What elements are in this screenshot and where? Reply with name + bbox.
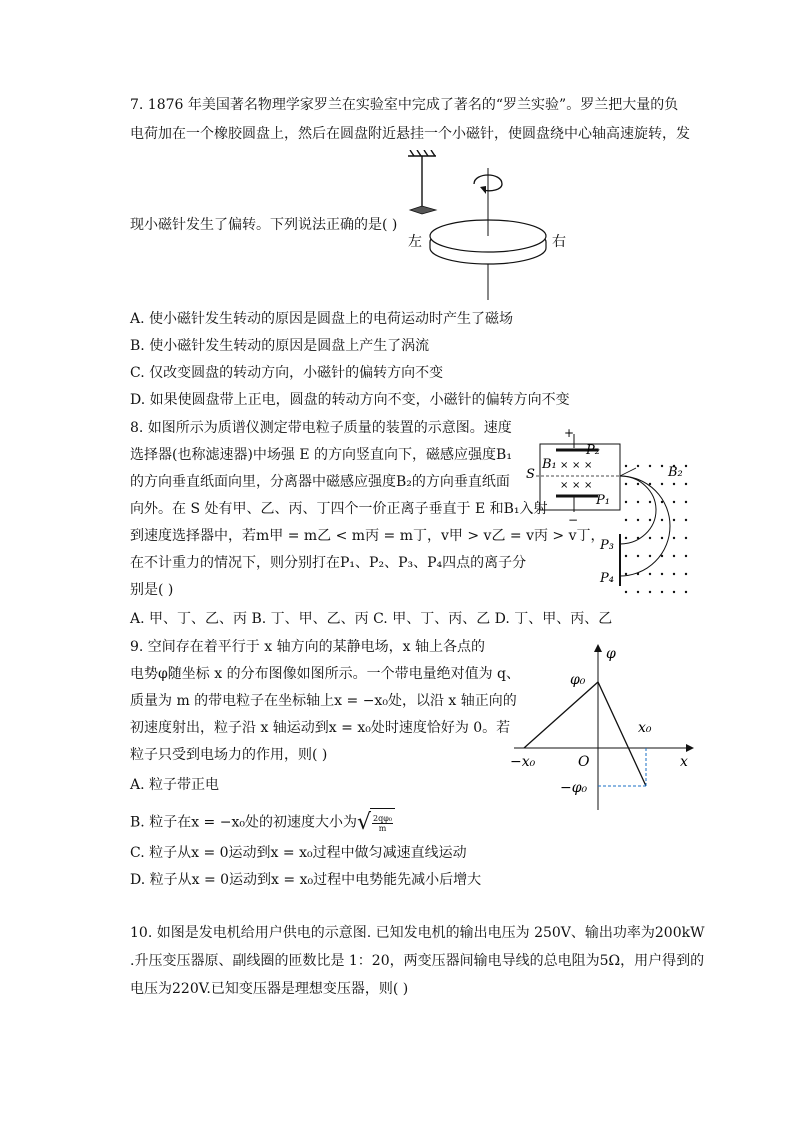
ceiling-support bbox=[408, 150, 436, 208]
q9-option-c: C. 粒子从x = 0运动到x = x₀过程中做匀减速直线运动 bbox=[130, 845, 467, 861]
label-B2: B₂ bbox=[668, 465, 683, 480]
svg-text:×: × bbox=[584, 480, 593, 491]
q9-line-1: 9. 空间存在着平行于 x 轴方向的某静电场，x 轴上各点的 bbox=[130, 639, 485, 655]
fraction-numerator: 2qφ₀ bbox=[372, 813, 393, 823]
label-P1: P₁ bbox=[596, 493, 610, 508]
ion-trajectory-outer bbox=[620, 476, 670, 576]
svg-text:×: × bbox=[560, 460, 569, 471]
q10-line-2: .升压变压器原、副线圈的匝数比是 1：20，两变压器间输电导线的总电阻为5Ω，用户得到的 bbox=[130, 953, 705, 969]
potential-graph bbox=[508, 640, 708, 812]
q7-line-3: 现小磁针发生了偏转。下列说法正确的是( ) bbox=[130, 217, 398, 233]
rowland-disk-figure bbox=[400, 150, 580, 302]
q8-line-7: 别是( ) bbox=[130, 582, 174, 598]
sqrt-radicand bbox=[370, 808, 395, 837]
q9-line-3: 质量为 m 的带电粒子在坐标轴上x = −x₀处，以沿 x 轴正向的 bbox=[130, 693, 517, 709]
fraction-denominator: m bbox=[378, 823, 387, 833]
q8-line-3: 的方向垂直纸面向里，分离器中磁感应强度B₂的方向垂直纸面 bbox=[130, 474, 510, 490]
arrowhead-icon bbox=[480, 186, 486, 194]
magnetic-needle bbox=[410, 206, 436, 214]
q7-line-2: 电荷加在一个橡胶圆盘上，然后在圆盘附近悬挂一个小磁针，使圆盘绕中心轴高速旋转，发 bbox=[130, 126, 690, 142]
y-axis-arrow-icon bbox=[594, 644, 602, 652]
q7-option-a: A. 使小磁针发生转动的原因是圆盘上的电荷运动时产生了磁场 bbox=[130, 311, 514, 327]
sqrt-icon: √ bbox=[356, 809, 371, 835]
label-phi: φ bbox=[606, 646, 616, 662]
label-P2: P₂ bbox=[586, 443, 600, 458]
q9-line-4: 初速度射出，粒子沿 x 轴运动到x = x₀处时速度恰好为 0。若 bbox=[130, 720, 511, 736]
q8-line-1: 8. 如图所示为质谱仪测定带电粒子质量的装置的示意图。速度 bbox=[130, 420, 512, 436]
q7-option-c: C. 仅改变圆盘的转动方向，小磁针的偏转方向不变 bbox=[130, 365, 444, 381]
minus-terminal: − bbox=[568, 513, 579, 527]
q10-line-1: 10. 如图是发电机给用户供电的示意图. 已知发电机的输出电压为 250V、输出功率为200kW bbox=[130, 925, 705, 941]
svg-text:×: × bbox=[572, 480, 581, 491]
label-right: 右 bbox=[552, 234, 566, 250]
label-S: S bbox=[526, 467, 535, 482]
label-neg-phi0: −φ₀ bbox=[560, 780, 588, 796]
label-P4: P₄ bbox=[600, 571, 614, 586]
q9-line-5: 粒子只受到电场力的作用，则( ) bbox=[130, 747, 328, 763]
plus-terminal: + bbox=[564, 426, 575, 440]
label-phi0: φ₀ bbox=[570, 672, 586, 688]
label-P3: P₃ bbox=[600, 538, 614, 553]
q9-option-d: D. 粒子从x = 0运动到x = x₀过程中电势能先减小后增大 bbox=[130, 872, 482, 888]
q9-option-a: A. 粒子带正电 bbox=[130, 777, 220, 793]
q7-line-1: 7. 1876 年美国著名物理学家罗兰在实验室中完成了著名的“罗兰实验”。罗兰把大量的负 bbox=[130, 97, 679, 113]
svg-text:×: × bbox=[560, 480, 569, 491]
mass-spectrometer-figure bbox=[520, 424, 698, 600]
q8-line-2: 选择器(也称滤速器)中场强 E 的方向竖直向下，磁感应强度B₁ bbox=[130, 447, 512, 463]
label-B1: B₁ bbox=[542, 457, 557, 472]
q7-option-d: D. 如果使圆盘带上正电，圆盘的转动方向不变，小磁针的偏转方向不变 bbox=[130, 392, 570, 408]
q7-option-b: B. 使小磁针发生转动的原因是圆盘上产生了涡流 bbox=[130, 338, 430, 354]
label-left: 左 bbox=[408, 234, 422, 250]
potential-curve bbox=[524, 682, 646, 786]
x-axis-arrow-icon bbox=[686, 744, 694, 752]
q8-line-5: 到速度选择器中，若m甲 = m乙 < m丙 = m丁，v甲 > v乙 = v丙 > v丁， bbox=[130, 528, 605, 544]
q9-option-b-text: B. 粒子在x = −x₀处的初速度大小为 bbox=[130, 814, 357, 831]
svg-text:×: × bbox=[584, 460, 593, 471]
q9-option-b bbox=[130, 808, 395, 837]
label-neg-x0: −x₀ bbox=[510, 754, 536, 770]
q8-options: A. 甲、丁、乙、丙 B. 丁、甲、乙、丙 C. 甲、丁、丙、乙 D. 丁、甲、丙、乙 bbox=[130, 611, 613, 627]
svg-text:×: × bbox=[572, 460, 581, 471]
q8-line-6: 在不计重力的情况下，则分别打在P₁、P₂、P₃、P₄四点的离子分 bbox=[130, 555, 527, 571]
q9-line-2: 电势φ随坐标 x 的分布图像如图所示。一个带电量绝对值为 q、 bbox=[130, 666, 521, 682]
label-origin: O bbox=[578, 754, 590, 770]
label-x0: x₀ bbox=[638, 720, 652, 736]
b1-field-crosses bbox=[560, 460, 592, 491]
q10-line-3: 电压为220V.已知变压器是理想变压器，则( ) bbox=[130, 981, 409, 997]
q8-line-4: 向外。在 S 处有甲、乙、丙、丁四个一价正离子垂直于 E 和B₁入射 bbox=[130, 501, 548, 517]
label-x: x bbox=[680, 754, 688, 770]
